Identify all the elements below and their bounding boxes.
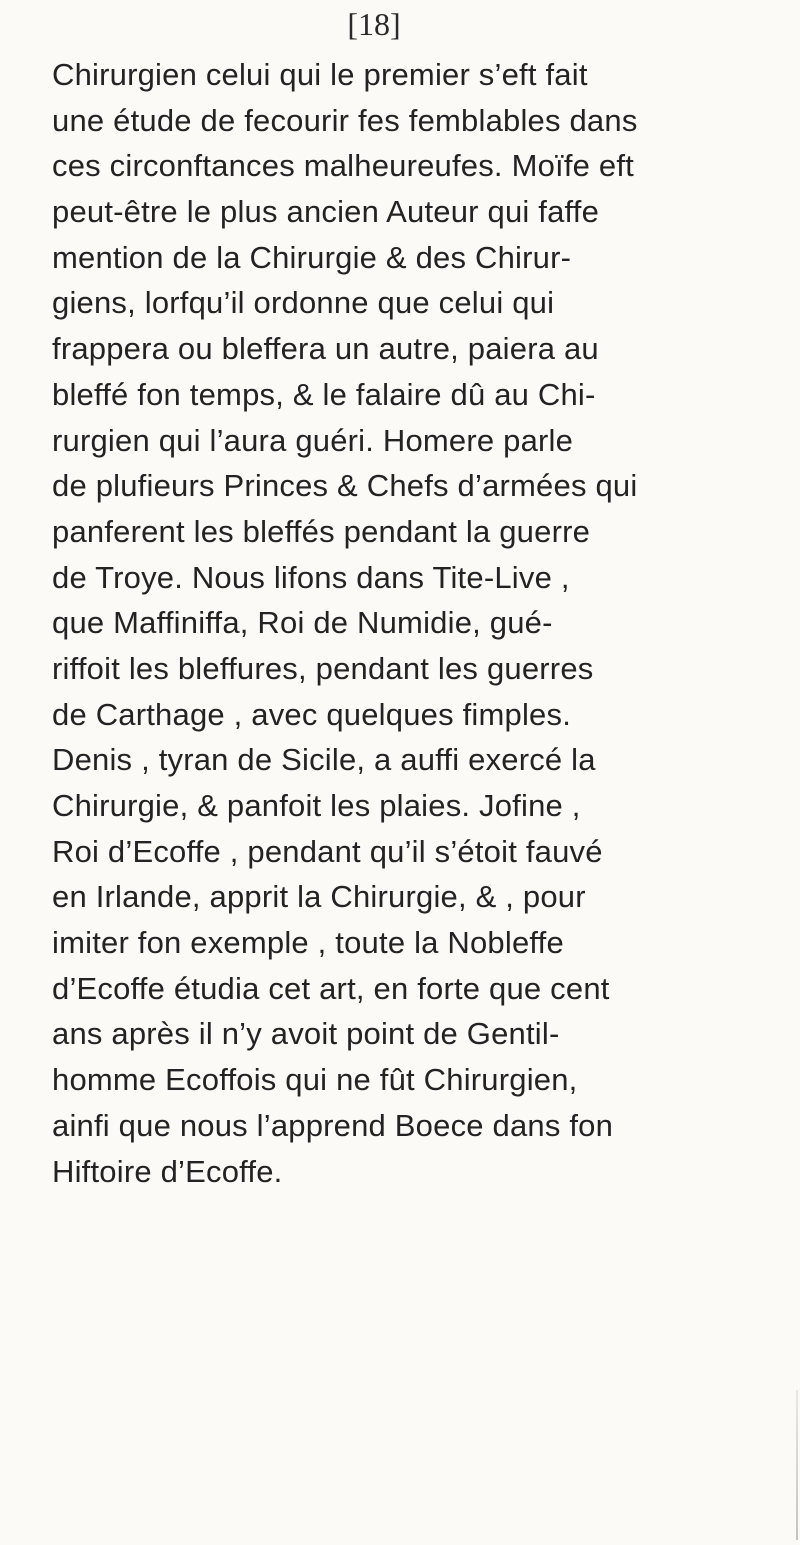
text-line: de plufieurs Princes & Chefs d’armées qui <box>52 468 638 504</box>
text-line: ainfi que nous l’apprend Boece dans fon <box>52 1107 614 1143</box>
page-edge-shadow <box>796 1390 798 1540</box>
text-line: riffoit les bleffures, pendant les guerres <box>52 650 594 686</box>
text-line: une étude de fecourir fes femblables dans <box>52 102 638 138</box>
text-line: ces circonftances malheureufes. Moïfe eft <box>52 148 634 184</box>
text-line: mention de la Chirurgie & des Chirur- <box>52 239 572 275</box>
text-line: d’Ecoffe étudia cet art, en forte que cent <box>52 970 610 1006</box>
text-line: imiter fon exemple , toute la Nobleffe <box>52 925 564 961</box>
text-line: Roi d’Ecoffe , pendant qu’il s’étoit fauvé <box>52 833 603 869</box>
text-line: Hiftoire d’Ecoffe. <box>52 1153 283 1189</box>
text-line: homme Ecoffois qui ne fût Chirurgien, <box>52 1062 578 1098</box>
text-line: Denis , tyran de Sicile, a auffi exercé la <box>52 742 596 778</box>
text-line: de Carthage , avec quelques fimples. <box>52 696 572 732</box>
text-line: rurgien qui l’aura guéri. Homere parle <box>52 422 574 458</box>
text-line: Chirurgie, & panfoit les plaies. Jofine , <box>52 788 581 823</box>
text-line: peut-être le plus ancien Auteur qui faffe <box>52 194 600 230</box>
text-line: bleffé fon temps, & le falaire dû au Chi- <box>52 376 596 412</box>
text-line: Chirurgien celui qui le premier s’eft fait <box>52 57 588 92</box>
body-text <box>52 52 792 1194</box>
text-line: que Maffiniffa, Roi de Numidie, gué- <box>52 605 553 641</box>
text-line: ans après il n’y avoit point de Gentil- <box>52 1016 560 1052</box>
text-line: frappera ou bleffera un autre, paiera au <box>52 331 599 367</box>
text-line: de Troye. Nous lifons dans Tite-Live , <box>52 559 570 595</box>
text-line: en Irlande, apprit la Chirurgie, & , pour <box>52 879 586 915</box>
page-number: [18] <box>347 6 401 42</box>
text-line: giens, lorfqu’il ordonne que celui qui <box>52 285 555 321</box>
text-line: panferent les bleffés pendant la guerre <box>52 513 591 549</box>
